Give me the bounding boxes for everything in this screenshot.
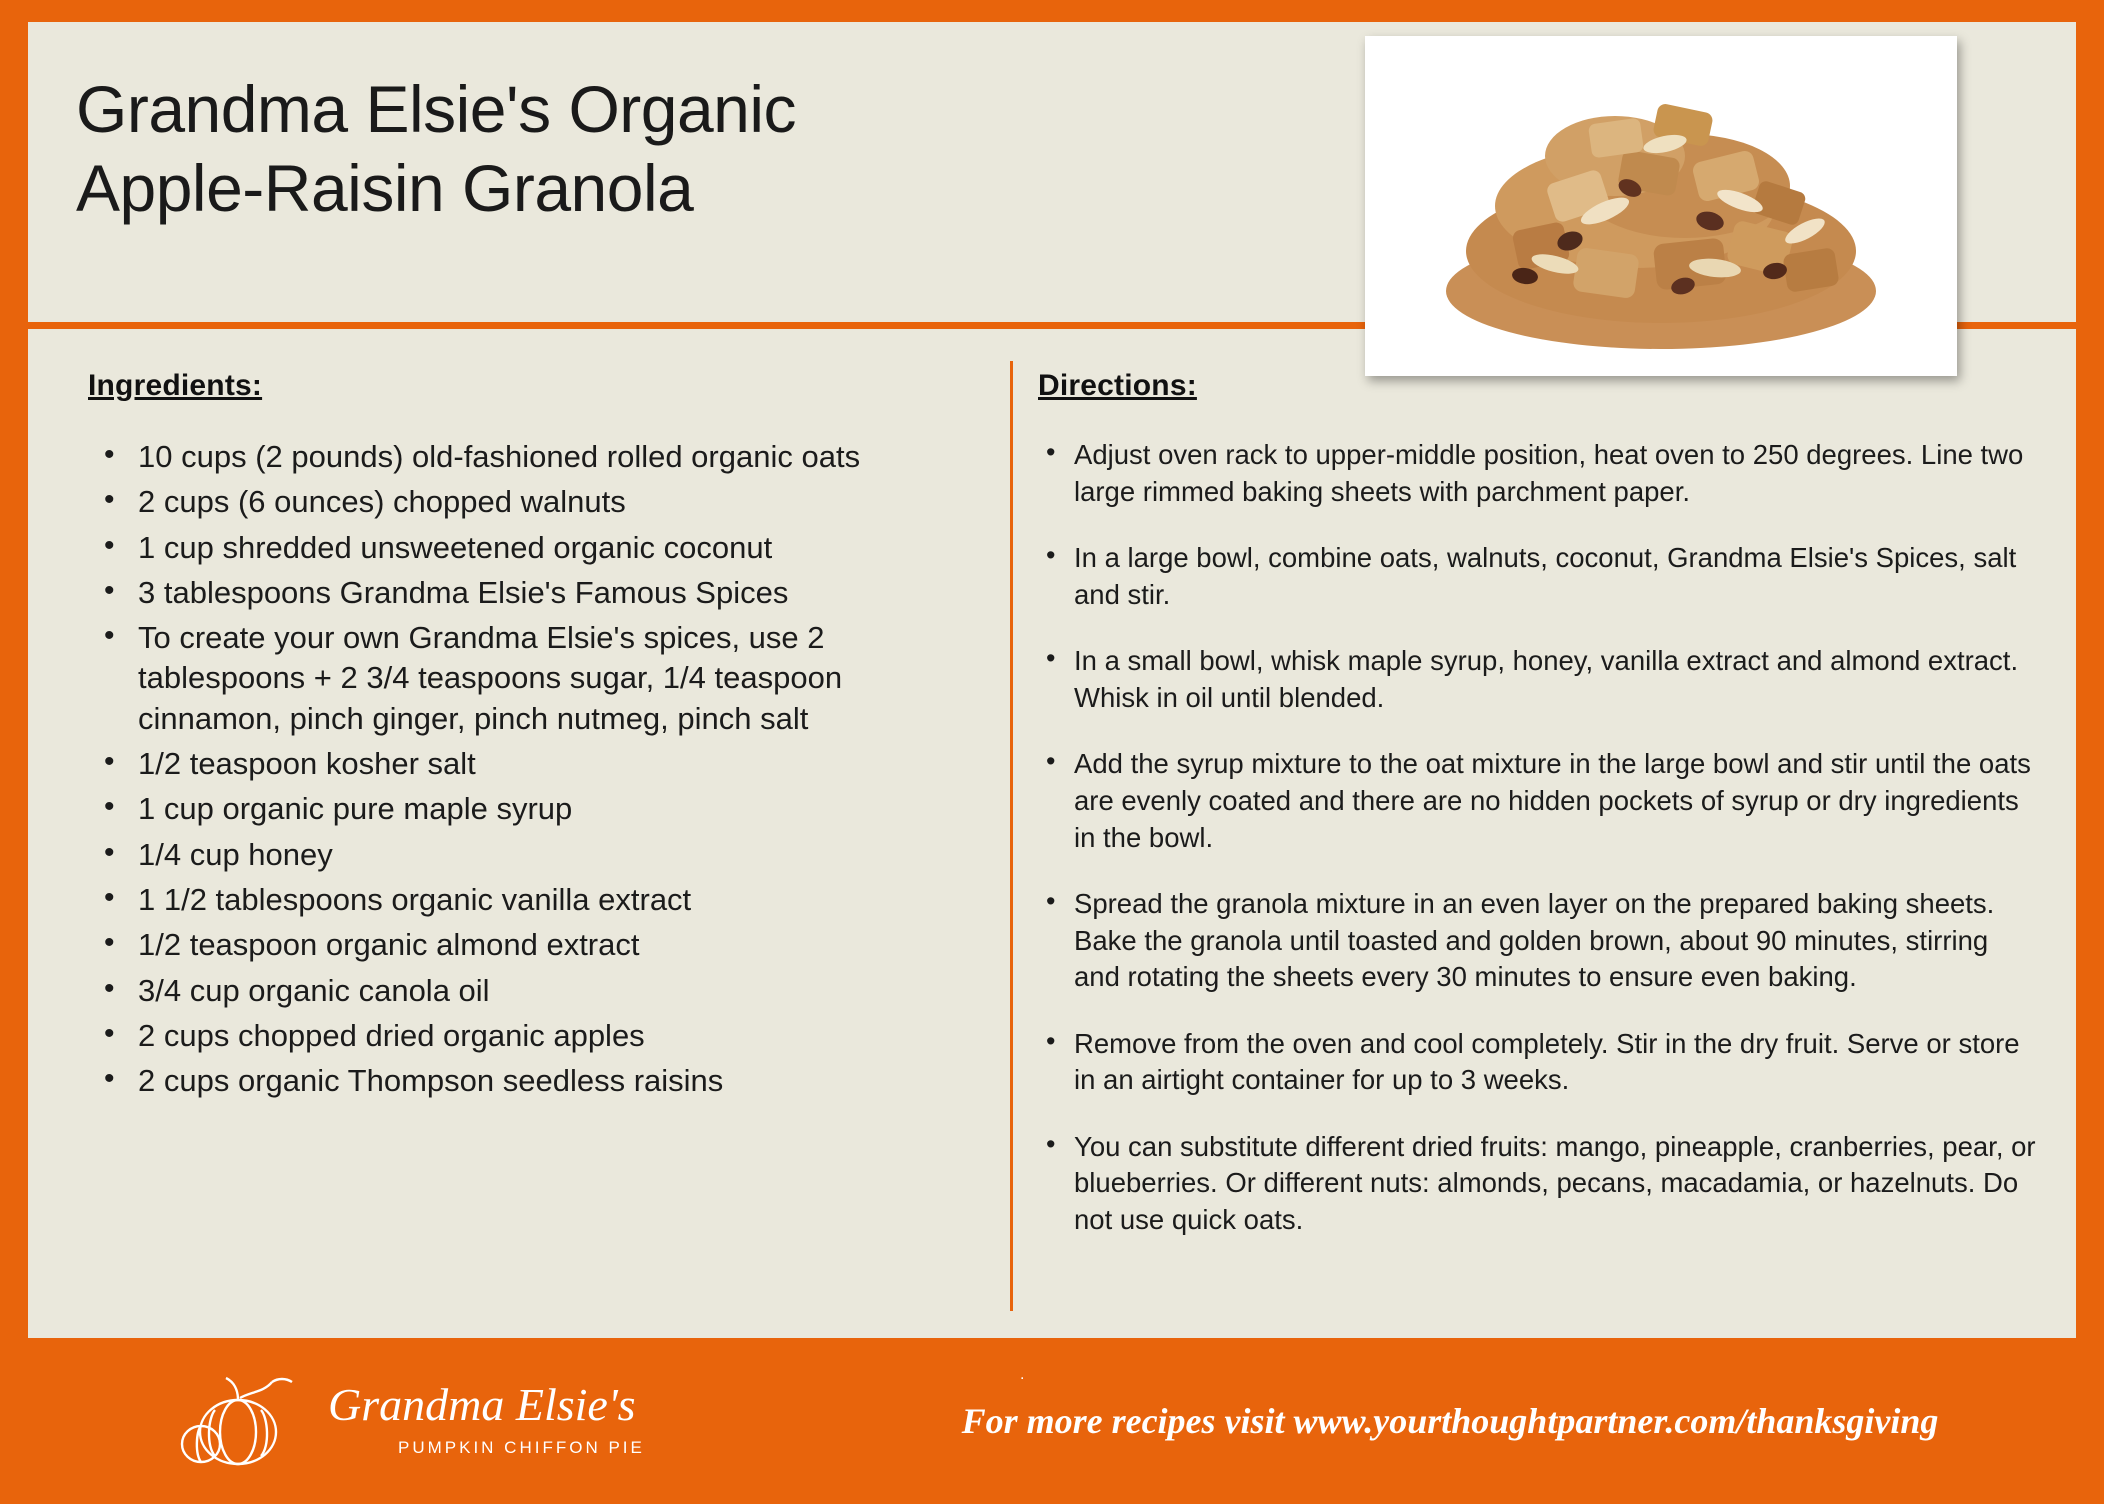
list-item: • 10 cups (2 pounds) old-fashioned rolled organic oats bbox=[88, 437, 988, 477]
list-item: • 2 cups chopped dried organic apples bbox=[88, 1016, 988, 1056]
brand-logo bbox=[160, 1360, 680, 1480]
list-item: • 1/2 teaspoon organic almond extract bbox=[88, 925, 988, 965]
directions-heading: Directions: bbox=[1038, 369, 1197, 402]
directions-column bbox=[1038, 369, 2038, 1269]
ingredients-heading: Ingredients: bbox=[88, 369, 263, 402]
list-item: • 2 cups organic Thompson seedless raisins bbox=[88, 1061, 988, 1101]
brand-name: Grandma Elsie's bbox=[328, 1379, 636, 1430]
list-item: • 2 cups (6 ounces) chopped walnuts bbox=[88, 482, 988, 522]
page-title-line2: Apple-Raisin Granola bbox=[76, 151, 694, 226]
card-footer bbox=[0, 1338, 2104, 1504]
footer-dot: . bbox=[1020, 1366, 1025, 1383]
list-item: • You can substitute different dried fruits: mango, pineapple, cranberries, pear, or blueberries. Or different nuts: almonds, pecans, macadamia, or hazelnuts. Do not use quick oats. bbox=[1038, 1129, 2038, 1239]
list-item: • In a large bowl, combine oats, walnuts, coconut, Grandma Elsie's Spices, salt and stir. bbox=[1038, 540, 2038, 613]
list-item: • In a small bowl, whisk maple syrup, honey, vanilla extract and almond extract. Whisk in oil until blended. bbox=[1038, 643, 2038, 716]
list-item: • 1 cup organic pure maple syrup bbox=[88, 789, 988, 829]
column-divider bbox=[1010, 361, 1013, 1311]
list-item: • Adjust oven rack to upper-middle position, heat oven to 250 degrees. Line two large rimmed baking sheets with parchment paper. bbox=[1038, 437, 2038, 510]
list-item: • Add the syrup mixture to the oat mixture in the large bowl and stir until the oats are evenly coated and there are no hidden pockets of syrup or dry ingredients in the bowl. bbox=[1038, 746, 2038, 856]
ingredients-list bbox=[88, 437, 988, 1101]
list-item: • To create your own Grandma Elsie's spices, use 2 tablespoons + 2 3/4 teaspoons sugar, 1/4 teaspoon cinnamon, pinch ginger, pinch nutmeg, pinch salt bbox=[88, 618, 988, 739]
brand-tagline: PUMPKIN CHIFFON PIE bbox=[398, 1438, 645, 1457]
pumpkin-icon bbox=[168, 1366, 318, 1476]
list-item: • 3 tablespoons Grandma Elsie's Famous Spices bbox=[88, 573, 988, 613]
list-item: • 3/4 cup organic canola oil bbox=[88, 971, 988, 1011]
footer-cta[interactable]: For more recipes visit www.yourthoughtpartner.com/thanksgiving bbox=[961, 1401, 1939, 1441]
directions-list bbox=[1038, 437, 2038, 1239]
granola-photo bbox=[1365, 36, 1957, 376]
list-item: • 1/4 cup honey bbox=[88, 835, 988, 875]
list-item: • Remove from the oven and cool completely. Stir in the dry fruit. Serve or store in an airtight container for up to 3 weeks. bbox=[1038, 1026, 2038, 1099]
list-item: • 1 1/2 tablespoons organic vanilla extract bbox=[88, 880, 988, 920]
page-title bbox=[76, 70, 1356, 228]
ingredients-column bbox=[88, 369, 988, 1106]
page-title-line1: Grandma Elsie's Organic bbox=[76, 72, 797, 146]
granola-image bbox=[1365, 36, 1957, 376]
list-item: • Spread the granola mixture in an even layer on the prepared baking sheets. Bake the granola until toasted and golden brown, about 90 minutes, stirring and rotating the sheets every 30 minutes to ensure even baking. bbox=[1038, 886, 2038, 996]
list-item: • 1 cup shredded unsweetened organic coconut bbox=[88, 528, 988, 568]
list-item: • 1/2 teaspoon kosher salt bbox=[88, 744, 988, 784]
card-body bbox=[28, 329, 2076, 1338]
